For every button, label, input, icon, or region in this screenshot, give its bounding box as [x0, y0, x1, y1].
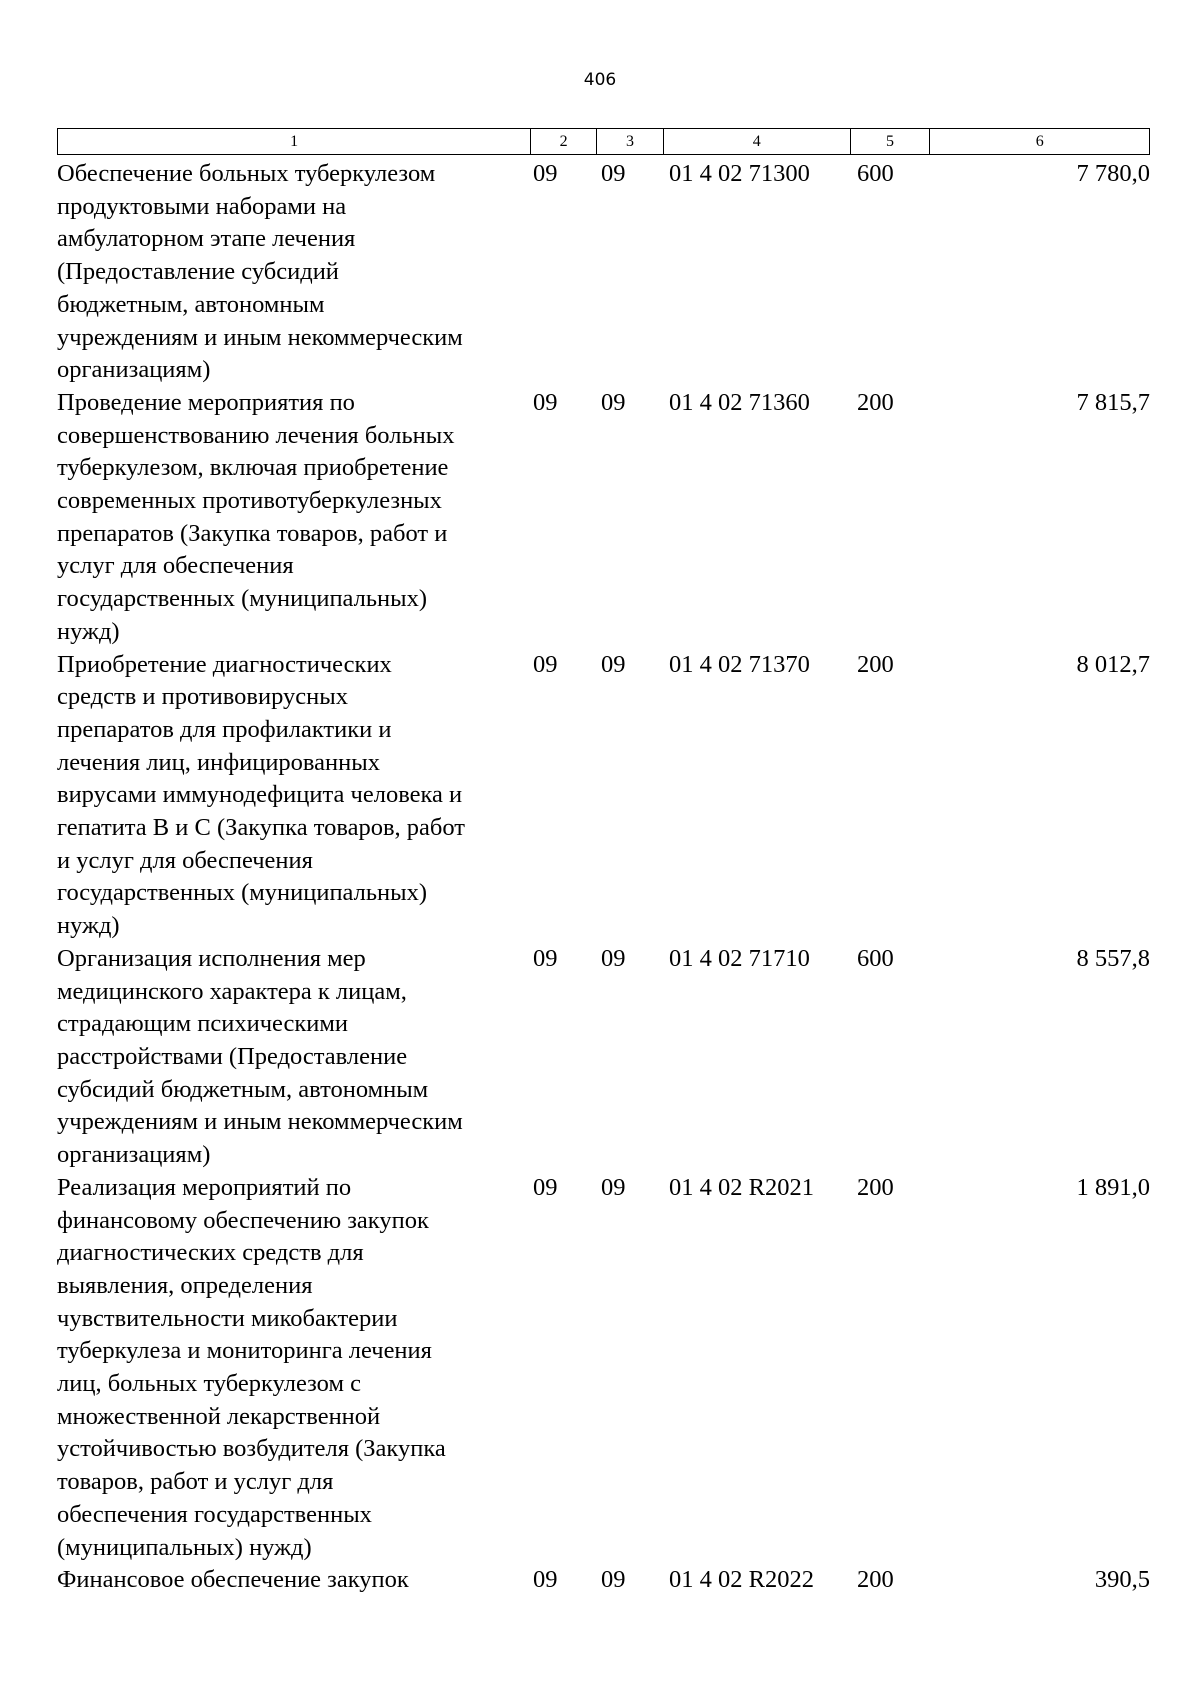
table-row [57, 158, 1150, 387]
description-line: учреждениям и иным некоммерческим [57, 1108, 463, 1136]
row-subsection-code: 09 [601, 160, 626, 187]
description-line: чувствительности микобактерии [57, 1304, 398, 1332]
description-line: нужд) [57, 912, 120, 940]
header-col-4: 4 [664, 129, 851, 154]
row-target-article: 01 4 02 R2021 [669, 1173, 814, 1201]
description-line: совершенствованию лечения больных [57, 421, 455, 449]
row-target-article: 01 4 02 71370 [669, 650, 810, 678]
description-line: амбулаторном этапе лечения [57, 225, 356, 253]
description-line: диагностических средств для [57, 1239, 364, 1267]
row-amount: 7 780,0 [1076, 160, 1150, 187]
description-line: Финансовое обеспечение закупок [57, 1566, 409, 1594]
description-line: средств и противовирусных [57, 683, 348, 711]
description-line: товаров, работ и услуг для [57, 1468, 334, 1496]
description-line: медицинского характера к лицам, [57, 977, 407, 1005]
description-line: гепатита В и С (Закупка товаров, работ [57, 814, 465, 842]
description-line: нужд) [57, 617, 120, 645]
description-line: бюджетным, автономным [57, 290, 325, 318]
table-row [57, 649, 1150, 943]
description-line: множественной лекарственной [57, 1402, 381, 1430]
table-header [57, 128, 1150, 155]
row-subsection-code: 09 [601, 1566, 626, 1594]
description-line: обеспечения государственных [57, 1500, 372, 1528]
description-line: организациям) [57, 356, 211, 384]
table-row [57, 387, 1150, 649]
description-line: (Предоставление субсидий [57, 258, 339, 286]
row-description [57, 943, 531, 1172]
row-description [57, 158, 531, 387]
table-row [57, 943, 1150, 1172]
row-amount: 8 557,8 [1076, 944, 1150, 972]
row-amount: 1 891,0 [1076, 1173, 1150, 1201]
table-row [57, 1564, 1150, 1597]
row-section-code: 09 [533, 1566, 558, 1594]
row-amount: 390,5 [1094, 1566, 1150, 1594]
row-subsection-code: 09 [601, 650, 626, 678]
row-description [57, 649, 531, 943]
row-description [57, 1564, 531, 1597]
header-col-1: 1 [58, 129, 531, 154]
description-line: лиц, больных туберкулезом с [57, 1370, 361, 1398]
description-line: препаратов для профилактики и [57, 715, 392, 743]
row-expense-type: 200 [857, 388, 894, 416]
description-line: Реализация мероприятий по [57, 1173, 352, 1201]
description-line: современных противотуберкулезных [57, 487, 442, 515]
description-line: вирусами иммунодефицита человека и [57, 781, 463, 809]
row-expense-type: 600 [857, 944, 894, 972]
row-amount: 7 815,7 [1076, 388, 1150, 416]
description-line: Обеспечение больных туберкулезом [57, 160, 436, 187]
header-col-2: 2 [531, 129, 597, 154]
description-line: субсидий бюджетным, автономным [57, 1075, 429, 1103]
description-line: устойчивостью возбудителя (Закупка [57, 1435, 446, 1463]
description-line: и услуг для обеспечения [57, 846, 313, 874]
description-line: лечения лиц, инфицированных [57, 748, 380, 776]
description-line: расстройствами (Предоставление [57, 1042, 408, 1070]
description-line: препаратов (Закупка товаров, работ и [57, 519, 448, 547]
row-subsection-code: 09 [601, 388, 626, 416]
row-section-code: 09 [533, 944, 558, 972]
description-line: организациям) [57, 1141, 211, 1169]
description-line: туберкулеза и мониторинга лечения [57, 1337, 432, 1365]
row-target-article: 01 4 02 71710 [669, 944, 810, 972]
header-col-5: 5 [851, 129, 931, 154]
description-line: государственных (муниципальных) [57, 879, 428, 907]
row-expense-type: 600 [857, 160, 894, 187]
description-line: продуктовыми наборами на [57, 192, 347, 220]
row-expense-type: 200 [857, 1173, 894, 1201]
description-line: государственных (муниципальных) [57, 585, 428, 613]
row-description [57, 387, 531, 649]
row-subsection-code: 09 [601, 944, 626, 972]
row-description [57, 1172, 531, 1564]
row-target-article: 01 4 02 71360 [669, 388, 810, 416]
description-line: Организация исполнения мер [57, 944, 366, 972]
description-line: туберкулезом, включая приобретение [57, 454, 449, 482]
row-section-code: 09 [533, 160, 558, 187]
description-line: услуг для обеспечения [57, 552, 294, 580]
row-expense-type: 200 [857, 650, 894, 678]
description-line: выявления, определения [57, 1271, 313, 1299]
description-line: финансовому обеспечению закупок [57, 1206, 429, 1234]
row-target-article: 01 4 02 71300 [669, 160, 810, 187]
row-expense-type: 200 [857, 1566, 894, 1594]
description-line: (муниципальных) нужд) [57, 1533, 312, 1561]
description-line: учреждениям и иным некоммерческим [57, 323, 463, 351]
table-row [57, 1172, 1150, 1564]
table-body [57, 158, 1150, 1597]
header-col-6: 6 [1035, 132, 1044, 150]
row-section-code: 09 [533, 388, 558, 416]
description-line: Приобретение диагностических [57, 650, 392, 678]
row-section-code: 09 [533, 1173, 558, 1201]
description-line: Проведение мероприятия по [57, 388, 355, 416]
row-target-article: 01 4 02 R2022 [669, 1566, 814, 1594]
row-amount: 8 012,7 [1076, 650, 1150, 678]
description-line: страдающим психическими [57, 1010, 349, 1038]
row-subsection-code: 09 [601, 1173, 626, 1201]
header-col-3: 3 [597, 129, 664, 154]
row-section-code: 09 [533, 650, 558, 678]
page-number: 406 [583, 70, 617, 90]
